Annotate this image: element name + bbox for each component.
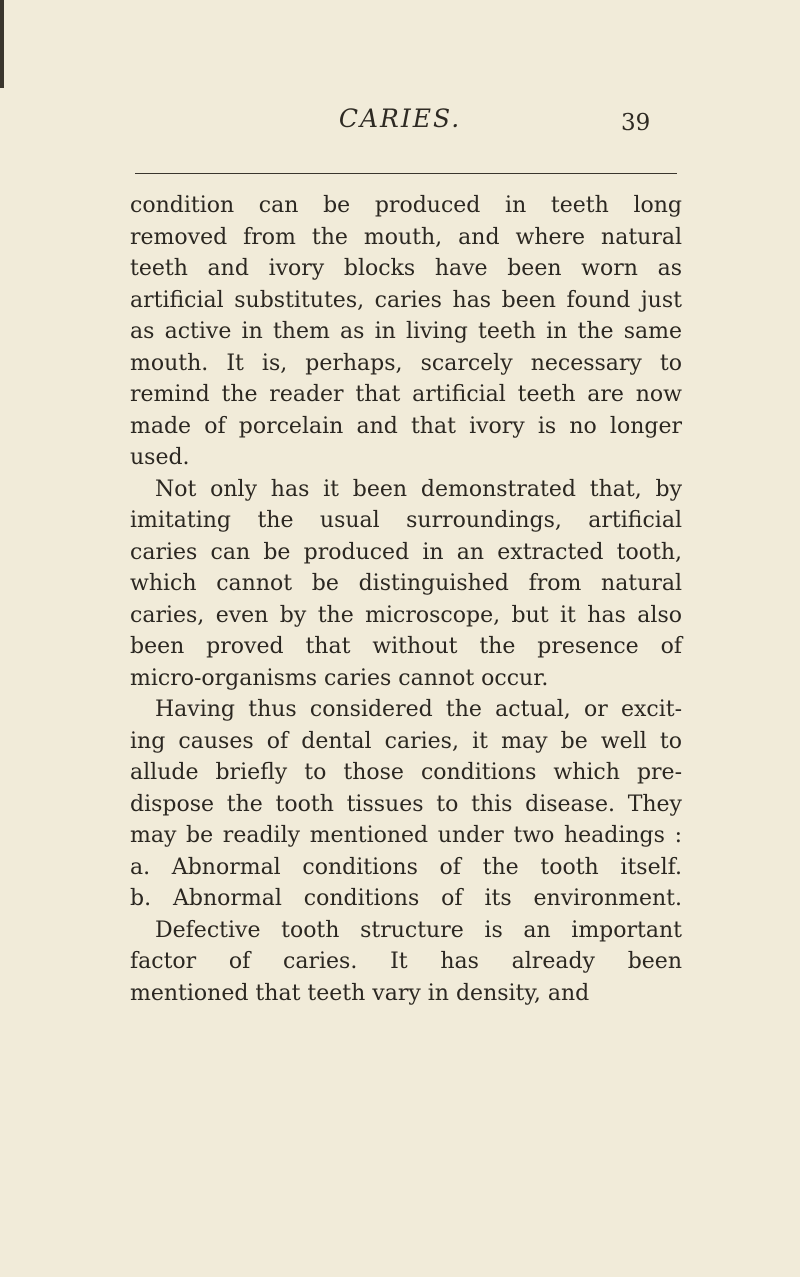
text-line: which cannot be distinguished from natural [130, 571, 682, 596]
text-line: Not only has it been demonstrated that, by [155, 476, 682, 502]
text-line: mouth. It is, perhaps, scarcely necessary to [130, 350, 682, 376]
text-line: been proved that without the presence of [130, 634, 682, 659]
running-head: CARIES. [338, 104, 462, 133]
text-line: removed from the mouth, and where natural [130, 224, 682, 250]
text-line: Defective tooth structure is an important [155, 917, 682, 943]
text-line: caries can be produced in an extracted tooth, [130, 539, 682, 565]
text-line: as active in them as in living teeth in the same [130, 319, 682, 344]
header-rule [135, 173, 677, 174]
page-edge [0, 0, 4, 88]
text-line: Having thus considered the actual, or excit- [155, 697, 682, 722]
body-text [130, 190, 682, 1009]
text-line: used. [130, 445, 190, 470]
text-line: made of porcelain and that ivory is no longer [130, 413, 682, 439]
page-header [0, 100, 800, 140]
text-line: dispose the tooth tissues to this disease. They [130, 791, 682, 817]
text-line: may be readily mentioned under two headings : [130, 823, 682, 848]
text-line: artificial substitutes, caries has been found just [130, 287, 682, 313]
text-line: a. Abnormal conditions of the tooth itself. [130, 854, 682, 880]
text-line: condition can be produced in teeth long [130, 193, 682, 218]
text-line: caries, even by the microscope, but it has also [130, 602, 682, 628]
text-line: factor of caries. It has already been [130, 949, 682, 974]
text-line: ing causes of dental caries, it may be well to [130, 728, 682, 754]
text-line: imitating the usual surroundings, artificial [130, 508, 682, 533]
text-line: micro-organisms caries cannot occur. [130, 665, 549, 691]
page-number: 39 [621, 110, 651, 136]
text-line: mentioned that teeth vary in density, and [130, 980, 590, 1006]
text-line: b. Abnormal conditions of its environment. [130, 886, 682, 911]
text-line: teeth and ivory blocks have been worn as [130, 256, 682, 281]
text-line: allude briefly to those conditions which pre- [130, 760, 682, 785]
text-line: remind the reader that artificial teeth are now [130, 382, 682, 407]
